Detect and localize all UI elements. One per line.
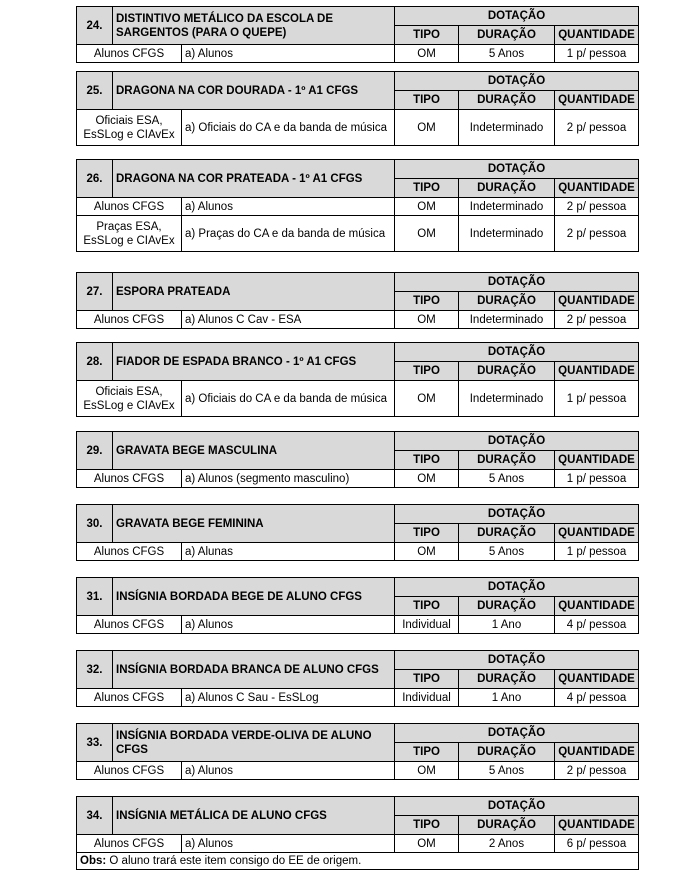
quantidade-cell: 6 p/ pessoa	[555, 835, 639, 853]
table-row	[77, 110, 639, 146]
dotacao-header: DOTAÇÃO	[395, 432, 639, 451]
description-cell: a) Alunos	[182, 762, 395, 780]
duracao-cell: 1 Ano	[459, 689, 555, 707]
dotacao-header: DOTAÇÃO	[395, 72, 639, 91]
duracao-cell: Indeterminado	[459, 381, 555, 417]
dotacao-header: DOTAÇÃO	[395, 7, 639, 26]
obs-label: Obs:	[80, 855, 107, 867]
recipient-cell: Alunos CFGS	[77, 311, 182, 329]
quantidade-cell: 4 p/ pessoa	[555, 689, 639, 707]
tipo-cell: OM	[395, 311, 459, 329]
quantidade-header: QUANTIDADE	[555, 597, 639, 616]
item-table	[76, 650, 639, 707]
quantidade-cell: 2 p/ pessoa	[555, 198, 639, 216]
quantidade-header: QUANTIDADE	[555, 743, 639, 762]
duracao-header: DURAÇÃO	[459, 524, 555, 543]
quantidade-cell: 2 p/ pessoa	[555, 110, 639, 146]
tipo-header: TIPO	[395, 524, 459, 543]
duracao-cell: Indeterminado	[459, 110, 555, 146]
item-number: 28.	[77, 343, 113, 381]
duracao-cell: 1 Ano	[459, 616, 555, 634]
duracao-cell: 5 Anos	[459, 762, 555, 780]
dotacao-header: DOTAÇÃO	[395, 651, 639, 670]
quantidade-cell: 1 p/ pessoa	[555, 470, 639, 488]
duracao-header: DURAÇÃO	[459, 816, 555, 835]
quantidade-cell: 2 p/ pessoa	[555, 216, 639, 252]
tipo-header: TIPO	[395, 362, 459, 381]
item-title: ESPORA PRATEADA	[113, 273, 395, 311]
duracao-header: DURAÇÃO	[459, 451, 555, 470]
table-row	[77, 216, 639, 252]
dotacao-header: DOTAÇÃO	[395, 797, 639, 816]
description-cell: a) Alunos	[182, 616, 395, 634]
recipient-cell: Oficiais ESA, EsSLog e CIAvEx	[77, 381, 182, 417]
item-number: 30.	[77, 505, 113, 543]
duracao-cell: 2 Anos	[459, 835, 555, 853]
item-title: INSÍGNIA BORDADA BRANCA DE ALUNO CFGS	[113, 651, 395, 689]
tipo-cell: OM	[395, 470, 459, 488]
quantidade-cell: 1 p/ pessoa	[555, 543, 639, 561]
item-number: 27.	[77, 273, 113, 311]
item-number: 24.	[77, 7, 113, 45]
dotacao-header: DOTAÇÃO	[395, 273, 639, 292]
dotacao-header: DOTAÇÃO	[395, 505, 639, 524]
tipo-cell: OM	[395, 216, 459, 252]
item-table	[76, 342, 639, 417]
recipient-cell: Praças ESA, EsSLog e CIAvEx	[77, 216, 182, 252]
quantidade-cell: 1 p/ pessoa	[555, 45, 639, 63]
item-number: 33.	[77, 724, 113, 762]
duracao-header: DURAÇÃO	[459, 362, 555, 381]
tipo-header: TIPO	[395, 179, 459, 198]
item-table	[76, 723, 639, 780]
quantidade-cell: 1 p/ pessoa	[555, 381, 639, 417]
recipient-cell: Alunos CFGS	[77, 835, 182, 853]
duracao-cell: Indeterminado	[459, 198, 555, 216]
description-cell: a) Oficiais do CA e da banda de música	[182, 381, 395, 417]
item-number: 32.	[77, 651, 113, 689]
table-row	[77, 198, 639, 216]
item-table	[76, 6, 639, 63]
item-title: INSÍGNIA BORDADA VERDE-OLIVA DE ALUNO CFGS	[113, 724, 395, 762]
item-table	[76, 577, 639, 634]
tipo-cell: Individual	[395, 616, 459, 634]
recipient-cell: Alunos CFGS	[77, 198, 182, 216]
dotacao-header: DOTAÇÃO	[395, 343, 639, 362]
tipo-header: TIPO	[395, 292, 459, 311]
item-table	[76, 796, 639, 870]
tipo-header: TIPO	[395, 26, 459, 45]
item-title: GRAVATA BEGE FEMININA	[113, 505, 395, 543]
quantidade-cell: 2 p/ pessoa	[555, 762, 639, 780]
observation-note	[77, 853, 639, 870]
quantidade-cell: 2 p/ pessoa	[555, 311, 639, 329]
item-number: 25.	[77, 72, 113, 110]
table-row	[77, 311, 639, 329]
item-title: DRAGONA NA COR DOURADA - 1º A1 CFGS	[113, 72, 395, 110]
quantidade-header: QUANTIDADE	[555, 670, 639, 689]
table-row	[77, 835, 639, 853]
item-title: GRAVATA BEGE MASCULINA	[113, 432, 395, 470]
obs-text: O aluno trará este item consigo do EE de origem.	[109, 855, 362, 867]
description-cell: a) Alunos C Cav - ESA	[182, 311, 395, 329]
item-title: DRAGONA NA COR PRATEADA - 1º A1 CFGS	[113, 160, 395, 198]
recipient-cell: Oficiais ESA, EsSLog e CIAvEx	[77, 110, 182, 146]
table-row	[77, 543, 639, 561]
description-cell: a) Alunos	[182, 198, 395, 216]
item-title: INSÍGNIA BORDADA BEGE DE ALUNO CFGS	[113, 578, 395, 616]
dotacao-header: DOTAÇÃO	[395, 724, 639, 743]
description-cell: a) Oficiais do CA e da banda de música	[182, 110, 395, 146]
item-table	[76, 159, 639, 252]
tipo-cell: OM	[395, 198, 459, 216]
description-cell: a) Alunas	[182, 543, 395, 561]
duracao-header: DURAÇÃO	[459, 91, 555, 110]
table-row	[77, 616, 639, 634]
quantidade-header: QUANTIDADE	[555, 524, 639, 543]
duracao-cell: Indeterminado	[459, 216, 555, 252]
recipient-cell: Alunos CFGS	[77, 689, 182, 707]
duracao-cell: 5 Anos	[459, 543, 555, 561]
quantidade-header: QUANTIDADE	[555, 91, 639, 110]
duracao-header: DURAÇÃO	[459, 26, 555, 45]
item-title: INSÍGNIA METÁLICA DE ALUNO CFGS	[113, 797, 395, 835]
description-cell: a) Alunos	[182, 835, 395, 853]
dotacao-header: DOTAÇÃO	[395, 578, 639, 597]
recipient-cell: Alunos CFGS	[77, 45, 182, 63]
tipo-header: TIPO	[395, 597, 459, 616]
table-row	[77, 470, 639, 488]
tipo-header: TIPO	[395, 91, 459, 110]
duracao-header: DURAÇÃO	[459, 292, 555, 311]
quantidade-header: QUANTIDADE	[555, 26, 639, 45]
item-table	[76, 431, 639, 488]
duracao-header: DURAÇÃO	[459, 743, 555, 762]
description-cell: a) Alunos (segmento masculino)	[182, 470, 395, 488]
duracao-header: DURAÇÃO	[459, 670, 555, 689]
quantidade-header: QUANTIDADE	[555, 816, 639, 835]
recipient-cell: Alunos CFGS	[77, 470, 182, 488]
quantidade-cell: 4 p/ pessoa	[555, 616, 639, 634]
tipo-cell: OM	[395, 45, 459, 63]
item-table	[76, 71, 639, 146]
tipo-header: TIPO	[395, 743, 459, 762]
recipient-cell: Alunos CFGS	[77, 762, 182, 780]
description-cell: a) Praças do CA e da banda de música	[182, 216, 395, 252]
duracao-header: DURAÇÃO	[459, 179, 555, 198]
duracao-cell: 5 Anos	[459, 45, 555, 63]
recipient-cell: Alunos CFGS	[77, 543, 182, 561]
tipo-cell: Individual	[395, 689, 459, 707]
tipo-cell: OM	[395, 835, 459, 853]
tipo-header: TIPO	[395, 816, 459, 835]
tipo-header: TIPO	[395, 670, 459, 689]
dotacao-header: DOTAÇÃO	[395, 160, 639, 179]
item-number: 34.	[77, 797, 113, 835]
quantidade-header: QUANTIDADE	[555, 292, 639, 311]
quantidade-header: QUANTIDADE	[555, 362, 639, 381]
item-title: FIADOR DE ESPADA BRANCO - 1º A1 CFGS	[113, 343, 395, 381]
item-table	[76, 504, 639, 561]
tipo-cell: OM	[395, 762, 459, 780]
table-row	[77, 689, 639, 707]
recipient-cell: Alunos CFGS	[77, 616, 182, 634]
tipo-header: TIPO	[395, 451, 459, 470]
tipo-cell: OM	[395, 110, 459, 146]
quantidade-header: QUANTIDADE	[555, 451, 639, 470]
table-row	[77, 762, 639, 780]
item-title: DISTINTIVO METÁLICO DA ESCOLA DE SARGENTOS (PARA O QUEPE)	[113, 7, 395, 45]
table-row	[77, 45, 639, 63]
item-table	[76, 272, 639, 329]
tipo-cell: OM	[395, 543, 459, 561]
item-number: 29.	[77, 432, 113, 470]
item-number: 31.	[77, 578, 113, 616]
tipo-cell: OM	[395, 381, 459, 417]
description-cell: a) Alunos	[182, 45, 395, 63]
duracao-header: DURAÇÃO	[459, 597, 555, 616]
quantidade-header: QUANTIDADE	[555, 179, 639, 198]
description-cell: a) Alunos C Sau - EsSLog	[182, 689, 395, 707]
duracao-cell: 5 Anos	[459, 470, 555, 488]
table-row	[77, 381, 639, 417]
item-number: 26.	[77, 160, 113, 198]
duracao-cell: Indeterminado	[459, 311, 555, 329]
